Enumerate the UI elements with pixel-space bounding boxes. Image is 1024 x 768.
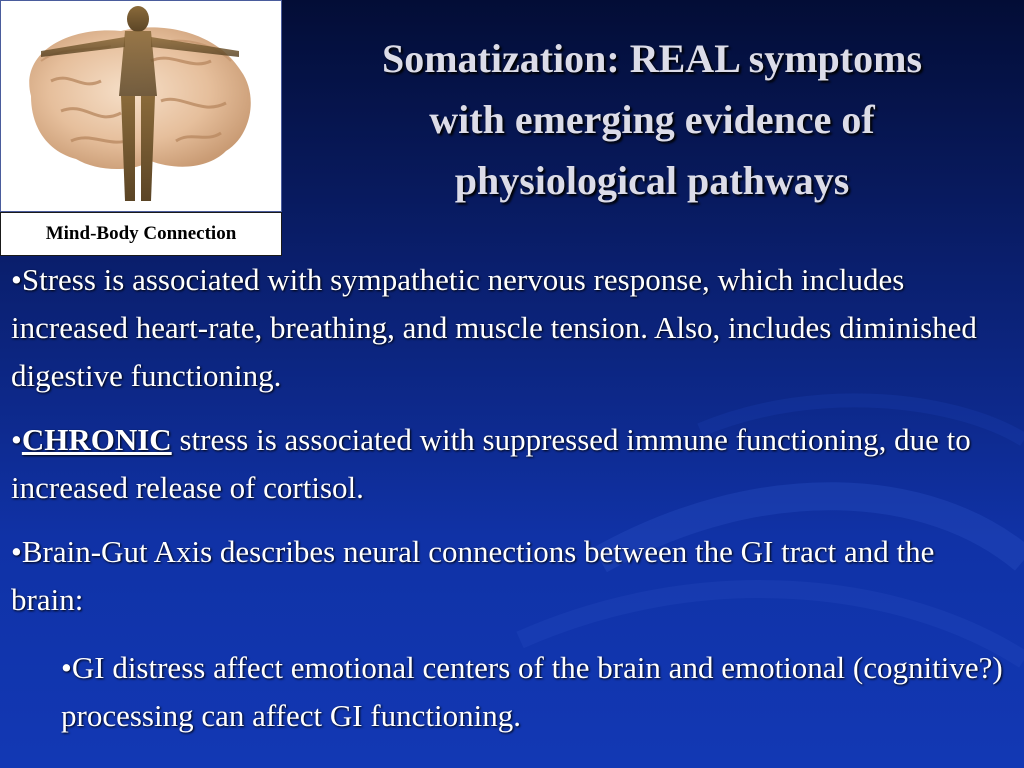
bullet-text: stress is associated with suppressed immune functioning, due to increased release of cortisol. [11,422,971,505]
title-line-1: Somatization: REAL symptoms [381,36,923,81]
bullet-text: Stress is associated with sympathetic nervous response, which includes increased heart-rate, breathing, and muscle tension. Also, includes diminished digestive functioning. [11,262,977,393]
bullet-marker: • [11,262,22,297]
bullet-text: GI distress affect emotional centers of the brain and emotional (cognitive?) processing can affect GI functioning. [61,650,1003,733]
bullet-brain-gut-axis [11,528,1011,624]
mind-body-image [0,0,282,212]
sub-bullet-gi-distress [61,644,1011,740]
brain-body-figure-icon [1,1,281,211]
slide-body [11,256,1011,756]
title-line-2: with emerging evidence of [429,97,875,142]
bullet-text: Brain-Gut Axis describes neural connections between the GI tract and the brain: [11,534,935,617]
bullet-stress-response [11,256,1011,400]
slide-title [300,28,1004,211]
bullet-chronic-stress [11,416,1011,512]
chronic-emphasis: CHRONIC [21,422,172,457]
bullet-marker: • [11,422,22,457]
title-line-3: physiological pathways [454,158,850,203]
image-caption: Mind-Body Connection [0,212,282,256]
bullet-marker: • [11,534,22,569]
bullet-marker: • [61,650,72,685]
